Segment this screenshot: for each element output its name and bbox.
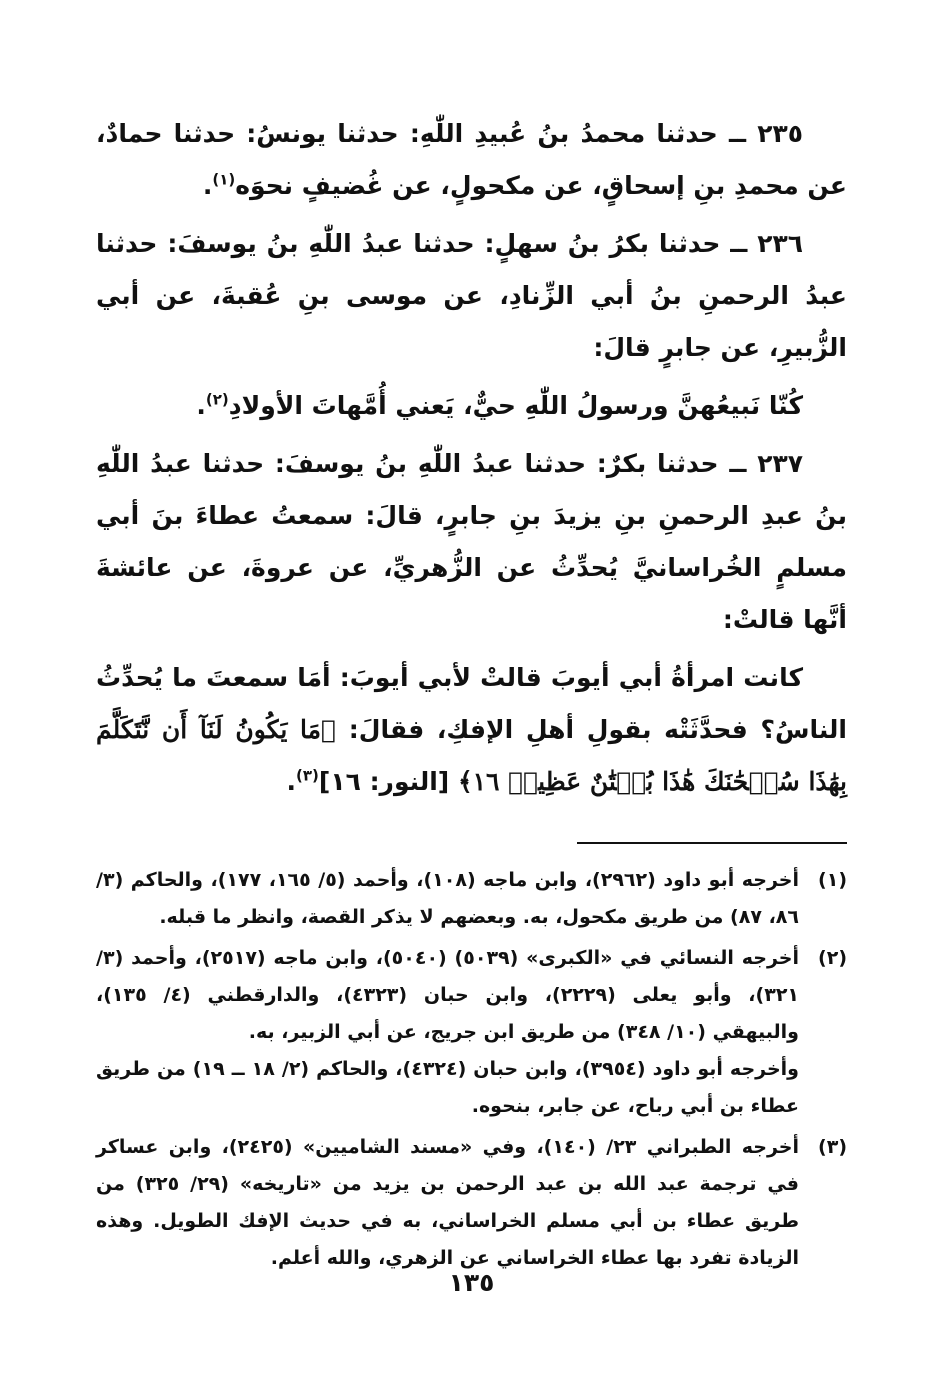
footnote-ref[interactable]: (٢) <box>205 390 229 409</box>
hadith-235 <box>96 108 847 212</box>
footnote-number: (٣) <box>818 1136 847 1158</box>
footnote-ref[interactable]: (٣) <box>296 766 319 785</box>
footnote-2 <box>96 940 847 1125</box>
quran-verse: ﴿مَا يَكُونُ لَنَآ أَن نَّتَكَلَّمَ بِهَٰذَا سُبۡحَٰنَكَ هَٰذَا بُهۡتَٰنٌ عَظِيمٞ ١٦﴾ <box>96 715 847 796</box>
hadith-tail: . <box>286 767 297 796</box>
hadith-text: ٢٣٧ ــ حدثنا بكرٌ: حدثنا عبدُ اللّٰهِ بنُ يوسفَ: حدثنا عبدُ اللّٰهِ بنُ عبدِ الرحمنِ بنِ يزيدَ بنِ جابرٍ، قالَ: سمعتُ عطاءَ بنَ أبي مسلمٍ الخُراسانيَّ يُحدِّثُ عن الزُّهريِّ، عن عروةَ، عن عائشةَ أنَّها قالتْ: <box>96 449 847 634</box>
footnote-paragraph: أخرجه أبو داود (٢٩٦٢)، وابن ماجه (١٠٨)، وأحمد (٥/ ١٦٥، ١٧٧)، والحاكم (٣/ ٨٦، ٨٧) من طريق مكحول، به. وبعضهم لا يذكر القصة، وانظر ما قبله. <box>96 869 799 928</box>
footnote-1 <box>96 862 847 936</box>
hadith-236-matn <box>96 380 847 432</box>
footnote-3 <box>96 1129 847 1277</box>
footnote-number: (١) <box>818 869 847 891</box>
hadith-text: ٢٣٦ ــ حدثنا بكرُ بنُ سهلٍ: حدثنا عبدُ اللّٰهِ بنُ يوسفَ: حدثنا عبدُ الرحمنِ بنُ أبي الزِّنادِ، عن موسى بنِ عُقبةَ، عن أبي الزُّبيرِ، عن جابرٍ قالَ: <box>96 229 847 362</box>
footnote-number: (٢) <box>818 947 847 969</box>
hadith-tail: . <box>196 391 206 420</box>
footnote-paragraph: أخرجه النسائي في «الكبرى» (٥٠٣٩) (٥٠٤٠)، وابن ماجه (٢٥١٧)، وأحمد (٣/ ٣٢١)، وأبو يعلى (٢٢٢٩)، وابن حبان (٤٣٢٣)، والدارقطني (٤/ ١٣٥)، والبيهقي (١٠/ ٣٤٨) من طريق ابن جريج، عن أبي الزبير، به. <box>96 947 800 1043</box>
footnote-separator <box>577 842 847 844</box>
hadith-text: ٢٣٥ ــ حدثنا محمدُ بنُ عُبيدِ اللّٰهِ: حدثنا يونسُ: حدثنا حمادٌ، عن محمدِ بنِ إسحاقٍ، عن مكحولٍ، عن غُضيفٍ نحوَه <box>96 119 847 200</box>
quran-citation: [النور: ١٦] <box>318 767 450 796</box>
hadith-236 <box>96 218 847 374</box>
page-number: ١٣٥ <box>448 1268 495 1297</box>
hadith-tail: . <box>202 171 213 200</box>
hadith-237-matn <box>96 652 847 808</box>
footnote-paragraph: وأخرجه أبو داود (٣٩٥٤)، وابن حبان (٤٣٢٤)، والحاكم (٢/ ١٨ ــ ١٩) من طريق عطاء بن أبي رباح، عن جابر، بنحوه. <box>96 1058 799 1117</box>
footnote-paragraph: أخرجه الطبراني ٢٣/ (١٤٠)، وفي «مسند الشاميين» (٢٤٢٥)، وابن عساكر في ترجمة عبد الله بن عبد الرحمن بن يزيد من «تاريخه» (٢٩/ ٣٢٥) من طريق عطاء بن أبي مسلم الخراساني، به في حديث الإفك الطويل. وهذه الزيادة تفرد بها عطاء الخراساني عن الزهري، والله أعلم. <box>96 1136 799 1269</box>
hadith-text: كانت امرأةُ أبي أيوبَ قالتْ لأبي أيوبَ: أمَا سمعتَ ما يُحدِّثُ الناسُ؟ فحدَّثَتْه بقولِ أهلِ الإفكِ، فقالَ: <box>96 663 847 744</box>
hadith-text: كُنّا نَبيعُهنَّ ورسولُ اللّٰهِ حيٌّ، يَعني أُمَّهاتَ الأولادِ <box>228 391 803 420</box>
page-body <box>96 108 847 1281</box>
footnote-ref[interactable]: (١) <box>212 170 236 189</box>
hadith-237 <box>96 438 847 646</box>
footnotes <box>96 862 847 1277</box>
footnote-body <box>96 940 799 1125</box>
footnote-body <box>96 862 799 936</box>
footnote-body <box>96 1129 799 1277</box>
